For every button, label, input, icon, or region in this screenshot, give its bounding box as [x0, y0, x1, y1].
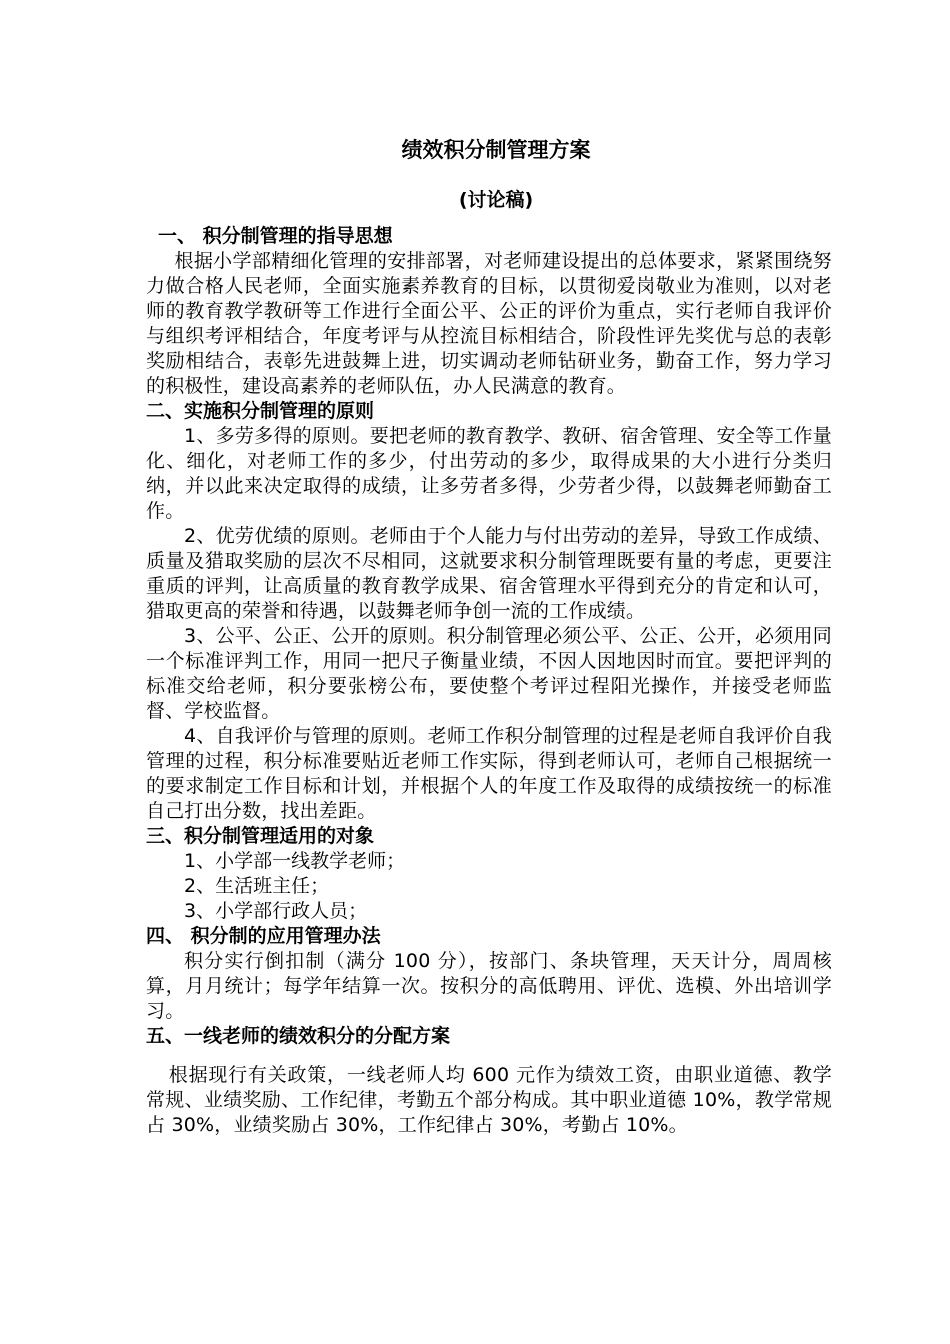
document-page [146, 132, 832, 1138]
document-title: 绩效积分制管理方案 [401, 138, 591, 162]
document-subtitle: (讨论稿) [458, 189, 534, 211]
section-heading-4: 四、 积分制的应用管理办法 [146, 925, 381, 947]
section-4-paragraph: 积分实行倒扣制（满分 100 分），按部门、条块管理，天天计分，周周核算，月月统计；每学年结算一次。按积分的高低聘用、评优、选模、外出培训学习。 [146, 950, 832, 1022]
principle-paragraph-4: 4、自我评价与管理的原则。老师工作积分制管理的过程是老师自我评价自我管理的过程，积分标准要贴近老师工作实际，得到老师认可，老师自己根据统一的要求制定工作目标和计划，并根据个人的年度工作及取得的成绩按统一的标准自己打出分数，找出差距。 [146, 725, 832, 822]
principle-paragraph-3: 3、公平、公正、公开的原则。积分制管理必须公平、公正、公开，必须用同一个标准评判工作，用同一把尺子衡量业绩，不因人因地因时而宜。要把评判的标准交给老师，积分要张榜公布，要使整个考评过程阳光操作，并接受老师监督、学校监督。 [146, 625, 832, 722]
target-list-item: 1、小学部一线教学老师； [184, 850, 406, 872]
section-5-paragraph: 根据现行有关政策，一线老师人均 600 元作为绩效工资，由职业道德、教学常规、业绩奖励、工作纪律，考勤五个部分构成。其中职业道德 10%，教学常规占 30%，业绩奖励占 30%，工作纪律占 30%，考勤占 10%。 [146, 1064, 832, 1136]
target-list-item: 2、生活班主任； [184, 875, 330, 897]
target-list-item: 3、小学部行政人员； [184, 900, 368, 922]
section-1-paragraph: 根据小学部精细化管理的安排部署，对老师建设提出的总体要求，紧紧围绕努力做合格人民老师，全面实施素养教育的目标，以贯彻爱岗敬业为准则，以对老师的教育教学教研等工作进行全面公平、公正的评价为重点，实行老师自我评价与组织考评相结合，年度考评与从控流目标相结合，阶段性评先奖优与总的表彰奖励相结合，表彰先进鼓舞上进，切实调动老师钻研业务，勤奋工作，努力学习的积极性，建设高素养的老师队伍，办人民满意的教育。 [146, 250, 832, 397]
section-heading-3: 三、积分制管理适用的对象 [146, 825, 375, 847]
principle-paragraph-1: 1、多劳多得的原则。要把老师的教育教学、教研、宿舍管理、安全等工作量化、细化，对老师工作的多少，付出劳动的多少，取得成果的大小进行分类归纳，并以此来决定取得的成绩，让多劳者多得，少劳者少得，以鼓舞老师勤奋工作。 [146, 425, 832, 522]
section-heading-5: 五、一线老师的绩效积分的分配方案 [146, 1025, 451, 1047]
section-heading-2: 二、实施积分制管理的原则 [146, 400, 375, 422]
principle-paragraph-2: 2、优劳优绩的原则。老师由于个人能力与付出劳动的差异，导致工作成绩、质量及猎取奖励的层次不尽相同，这就要求积分制管理既要有量的考虑，更要注重质的评判，让高质量的教育教学成果、宿舍管理水平得到充分的肯定和认可，猎取更高的荣誉和待遇，以鼓舞老师争创一流的工作成绩。 [146, 525, 832, 622]
section-heading-1: 一、 积分制管理的指导思想 [158, 225, 393, 247]
